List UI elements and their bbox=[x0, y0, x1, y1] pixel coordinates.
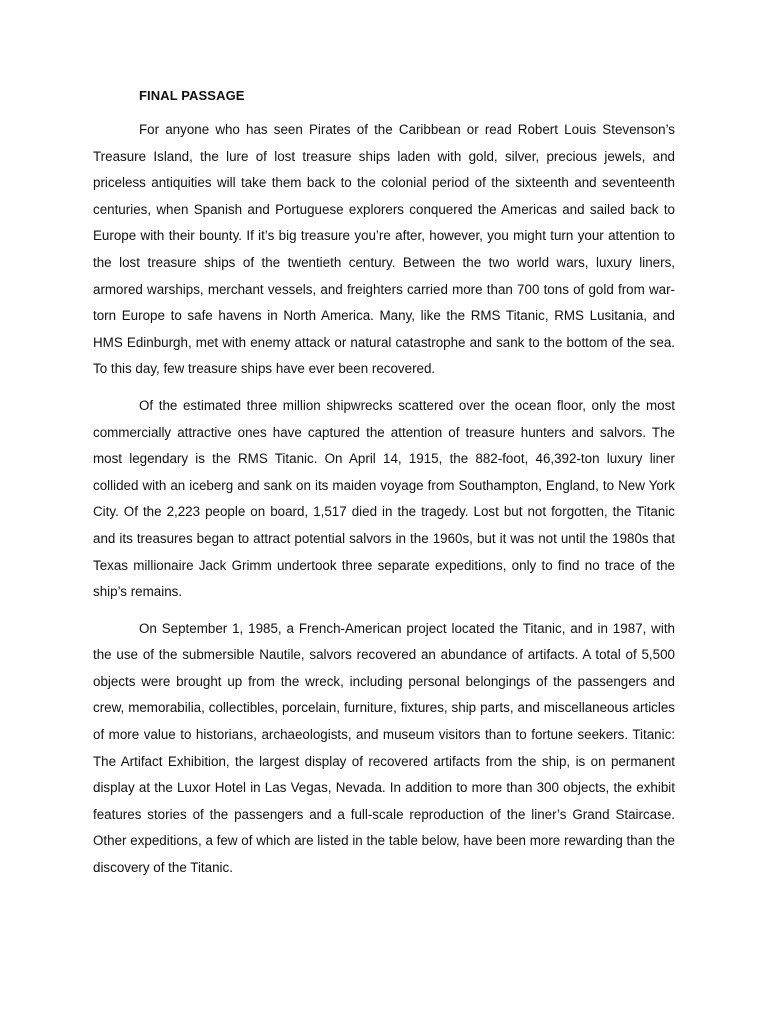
paragraph-2: Of the estimated three million shipwrecks scattered over the ocean floor, only the most commercially attractive ones have captured the attention of treasure hunters and salvors. The most legendary is the RMS Titanic. On April 14, 1915, the 882-foot, 46,392-ton luxury liner collided with an iceberg and sank on its maiden voyage from Southampton, England, to New York City. Of the 2,223 people on board, 1,517 died in the tragedy. Lost but not forgotten, the Titanic and its treasures began to attract potential salvors in the 1960s, but it was not until the 1980s that Texas millionaire Jack Grimm undertook three separate expeditions, only to find no trace of the ship’s remains. bbox=[93, 397, 675, 600]
passage-title: FINAL PASSAGE bbox=[139, 88, 245, 103]
paragraph-3: On September 1, 1985, a French-American project located the Titanic, and in 1987, with the use of the submersible Nautile, salvors recovered an abundance of artifacts. A total of 5,500 objects were brought up from the wreck, including personal belongings of the passengers and crew, memorabilia, collectibles, porcelain, furniture, fixtures, ship parts, and miscellaneous articles of more value to historians, archaeologists, and museum visitors than to fortune seekers. Titanic: The Artifact Exhibition, the largest display of recovered artifacts from the ship, is on permanent display at the Luxor Hotel in Las Vegas, Nevada. In addition to more than 300 objects, the exhibit features stories of the passengers and a full-scale reproduction of the liner’s Grand Staircase. Other expeditions, a few of which are listed in the table below, have been more rewarding than the discovery of the Titanic. bbox=[93, 620, 675, 876]
document-body bbox=[93, 85, 675, 892]
paragraph-1: For anyone who has seen Pirates of the Caribbean or read Robert Louis Stevenson’s Treasure Island, the lure of lost treasure ships laden with gold, silver, precious jewels, and priceless antiquities will take them back to the colonial period of the sixteenth and seventeenth centuries, when Spanish and Portuguese explorers conquered the Americas and sailed back to Europe with their bounty. If it’s big treasure you’re after, however, you might turn your attention to the lost treasure ships of the twentieth century. Between the two world wars, luxury liners, armored warships, merchant vessels, and freighters carried more than 700 tons of gold from war-torn Europe to safe havens in North America. Many, like the RMS Titanic, RMS Lusitania, and HMS Edinburgh, met with enemy attack or natural catastrophe and sank to the bottom of the sea. To this day, few treasure ships have ever been recovered. bbox=[93, 122, 675, 377]
